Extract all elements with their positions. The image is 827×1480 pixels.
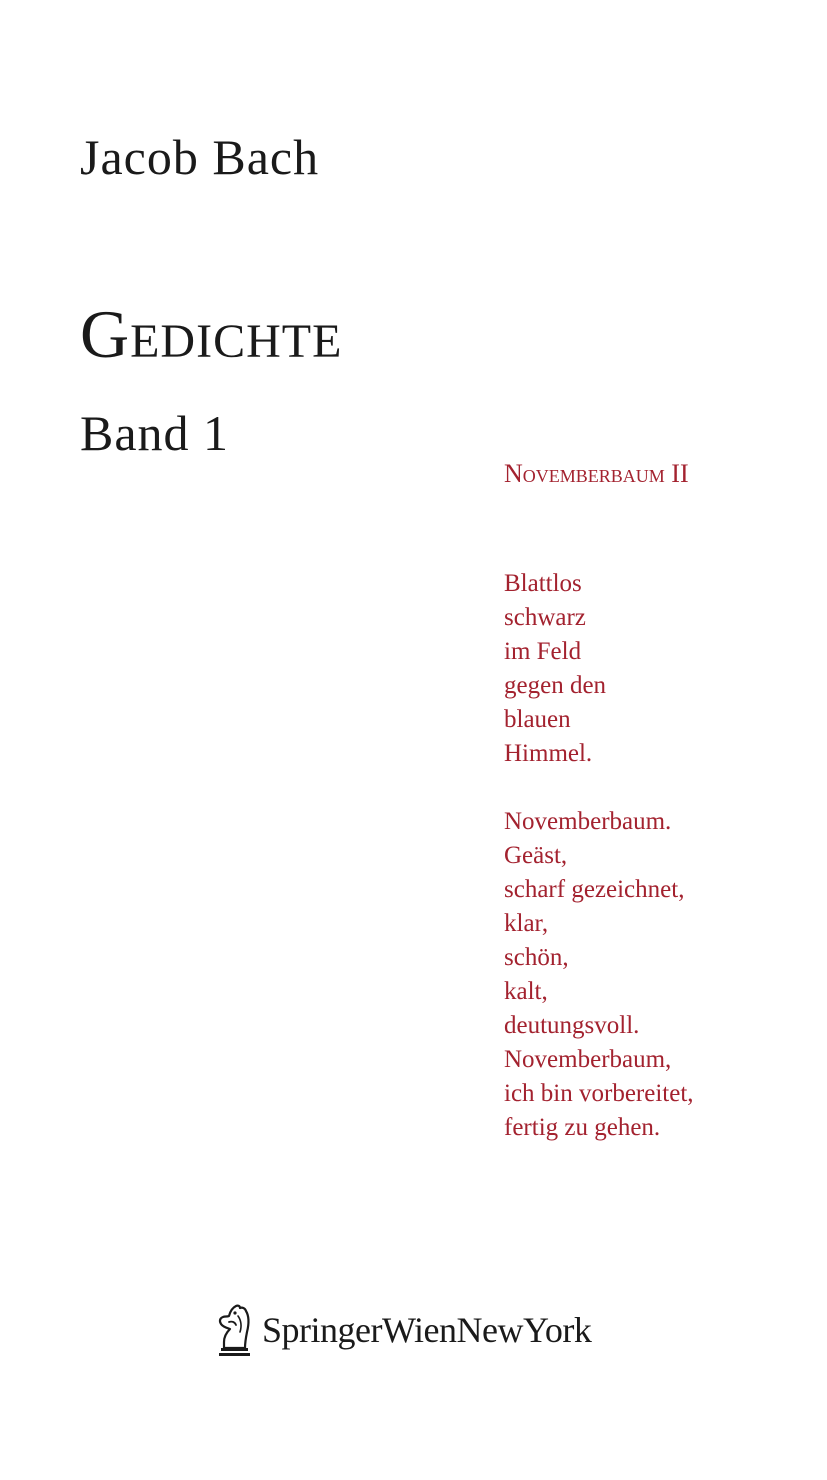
poem-line: schwarz [504, 604, 586, 632]
author-name: Jacob Bach [80, 129, 320, 185]
poem-line: deutungsvoll. [504, 1012, 640, 1040]
poem-line: Blattlos [504, 570, 582, 598]
poem-line: scharf gezeichnet, [504, 876, 685, 904]
poem-line: kalt, [504, 978, 548, 1006]
poem-line: ich bin vorbereitet, [504, 1080, 694, 1108]
poem-line: blauen [504, 706, 571, 734]
poem-line: Novemberbaum, [504, 1046, 672, 1074]
publisher-name: SpringerWienNewYork [262, 1310, 592, 1350]
poem-title: Novemberbaum II [504, 459, 689, 488]
poem-line: Geäst, [504, 842, 568, 870]
poem [504, 458, 814, 1179]
poem-line: fertig zu gehen. [504, 1114, 661, 1142]
springer-knight-icon [214, 1302, 254, 1358]
book-title: Gedichte [80, 296, 343, 372]
volume-label: Band 1 [80, 405, 230, 461]
poem-line: klar, [504, 910, 549, 938]
poem-stanza-1 [504, 567, 814, 771]
poem-line: gegen den [504, 672, 607, 700]
poem-line: Himmel. [504, 740, 593, 768]
poem-line: im Feld [504, 638, 582, 666]
poem-line: schön, [504, 944, 569, 972]
poem-stanza-2 [504, 805, 814, 1145]
publisher-imprint [214, 1300, 591, 1360]
poem-line: Novemberbaum. [504, 808, 672, 836]
